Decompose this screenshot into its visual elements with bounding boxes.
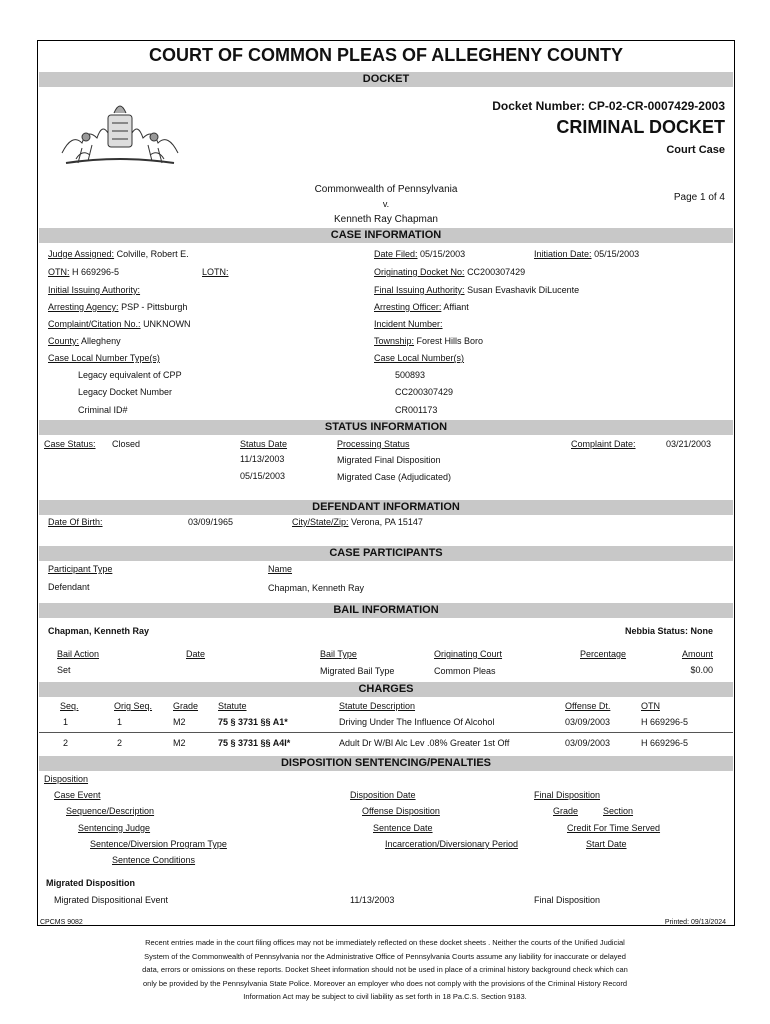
otn-row [48, 267, 119, 277]
final-disposition-label: Final Disposition [534, 790, 601, 800]
start-date-label: Start Date [586, 839, 627, 849]
county-row [48, 336, 121, 346]
final-issuing-value: Susan Evashavik DiLucente [467, 285, 580, 295]
disposition-label: Disposition [44, 774, 89, 784]
date-filed-value: 05/15/2003 [420, 249, 466, 259]
charge-orig: 2 [117, 738, 123, 748]
bail-date-label: Date [186, 649, 206, 659]
incident-label: Incident Number: [374, 319, 443, 329]
disclaimer-line: only be provided by the Pennsylvania State Police. Moreover an employer who does not comply with the provisions of the Criminal History Record [143, 978, 627, 988]
disclaimer-line: Recent entries made in the court filing offices may not be immediately reflected on these docket sheets . Neither the courts of the Unified Judicial [145, 938, 625, 947]
docket-type: CRIMINAL DOCKET [556, 117, 725, 137]
initiation-label: Initiation Date: [534, 249, 592, 259]
migrated-disposition-title: Migrated Disposition [46, 878, 136, 888]
orig-docket-label: Originating Docket No: [374, 267, 465, 277]
orig-docket-row [374, 267, 525, 277]
bail-action-label: Bail Action [57, 649, 100, 659]
credit-label: Credit For Time Served [567, 823, 661, 833]
township-value: Forest Hills Boro [416, 336, 484, 346]
local-types-label: Case Local Number Type(s) [48, 353, 160, 363]
migrated-date: 11/13/2003 [350, 895, 395, 905]
date-filed-label: Date Filed: [374, 249, 418, 259]
local-type: Legacy equivalent of CPP [78, 370, 182, 380]
charges-desc-label: Statute Description [339, 701, 416, 711]
local-number: CR001173 [395, 405, 438, 415]
lotn-label: LOTN: [202, 267, 229, 277]
township-label: Township: [374, 336, 415, 346]
case-event-label: Case Event [54, 790, 101, 800]
printed-date: Printed: 09/13/2024 [664, 919, 726, 926]
city-value: Verona, PA 15147 [351, 517, 423, 527]
case-participants-bar: CASE PARTICIPANTS [39, 546, 733, 561]
docket-frame [37, 40, 735, 926]
charge-desc: Adult Dr W/Bl Alc Lev .08% Greater 1st Off [339, 738, 510, 748]
charges-bar: CHARGES [39, 682, 733, 697]
final-issuing-row [374, 285, 579, 295]
local-number: 500893 [395, 370, 426, 380]
bail-percentage-label: Percentage [580, 649, 627, 659]
complaint-row [48, 319, 191, 329]
processing-status: Migrated Final Disposition [337, 455, 441, 465]
city-row [292, 517, 423, 527]
charges-grade-label: Grade [173, 701, 199, 711]
bail-amount: $0.00 [690, 665, 713, 675]
arresting-officer-value: Affiant [443, 302, 469, 312]
migrated-event: Migrated Dispositional Event [54, 895, 169, 905]
status-date: 11/13/2003 [240, 454, 285, 464]
initial-issuing-label: Initial Issuing Authority: [48, 285, 141, 295]
sentence-date-label: Sentence Date [373, 823, 433, 833]
arresting-officer-label: Arresting Officer: [374, 302, 442, 312]
charge-offense: 03/09/2003 [565, 738, 611, 748]
sentence-conditions-label: Sentence Conditions [112, 855, 196, 865]
disclaimer-line: System of the Commonwealth of Pennsylvania nor the Administrative Office of Pennsylvania Courts assume any liability for inaccurate or delayed [144, 951, 626, 961]
disclaimer [60, 936, 710, 1004]
otn-value: H 669296-5 [72, 267, 120, 277]
judge-row [48, 249, 189, 259]
participant-type-label: Participant Type [48, 564, 113, 574]
charge-otn: H 669296-5 [641, 717, 689, 727]
incarceration-label: Incarceration/Diversionary Period [385, 839, 519, 849]
charge-otn: H 669296-5 [641, 738, 689, 748]
status-date: 05/15/2003 [240, 471, 286, 481]
offense-disposition-label: Offense Disposition [362, 806, 440, 816]
arresting-agency-value: PSP - Pittsburgh [121, 302, 188, 312]
disclaimer-line: data, errors or omissions on these reports. Docket Sheet information should not be used in place of a criminal history background check which can [142, 965, 628, 974]
charges-orig-label: Orig Seq. [114, 701, 153, 711]
bail-action: Set [57, 665, 71, 675]
bail-person: Chapman, Kenneth Ray [48, 626, 150, 636]
sentencing-judge-label: Sentencing Judge [78, 823, 151, 833]
bail-information-bar: BAIL INFORMATION [39, 603, 733, 618]
bail-type-label: Bail Type [320, 649, 357, 659]
charges-otn-label: OTN [641, 701, 660, 711]
page-indicator: Page 1 of 4 [673, 192, 725, 203]
section-label: Section [603, 806, 634, 816]
charge-desc: Driving Under The Influence Of Alcohol [339, 717, 495, 727]
complaint-label: Complaint/Citation No.: [48, 319, 141, 329]
initiation-row [534, 249, 639, 259]
processing-status-label: Processing Status [337, 439, 410, 449]
case-status-row [44, 439, 140, 449]
charge-grade: M2 [173, 738, 186, 748]
sentence-type-label: Sentence/Diversion Program Type [90, 839, 227, 849]
seq-desc-label: Sequence/Description [66, 806, 155, 816]
local-number: CC200307429 [395, 387, 454, 397]
bail-court: Common Pleas [434, 666, 496, 676]
charges-seq-label: Seq. [60, 701, 79, 711]
otn-label: OTN: [48, 267, 70, 277]
defendant-information-bar: DEFENDANT INFORMATION [39, 500, 733, 515]
status-date-label: Status Date [240, 439, 288, 449]
disposition-bar: DISPOSITION SENTENCING/PENALTIES [39, 756, 733, 771]
local-type: Criminal ID# [78, 405, 128, 415]
county-value: Allegheny [81, 336, 121, 346]
pennsylvania-coat-of-arms-icon [52, 93, 188, 175]
migrated-final: Final Disposition [534, 895, 601, 905]
initiation-value: 05/15/2003 [594, 249, 640, 259]
charge-orig: 1 [117, 717, 123, 727]
charge-seq: 1 [63, 717, 69, 727]
caption-v: v. [382, 199, 390, 209]
disclaimer-line: Information Act may be subject to civil liability as set forth in 18 Pa.C.S. Section 9183. [243, 992, 527, 1001]
bail-amount-label: Amount [681, 649, 713, 659]
charge-seq: 2 [63, 738, 69, 748]
county-label: County: [48, 336, 80, 346]
arresting-agency-row [48, 302, 187, 312]
city-label: City/State/Zip: [292, 517, 349, 527]
local-type: Legacy Docket Number [78, 387, 173, 397]
case-status-value: Closed [112, 439, 141, 449]
judge-value: Colville, Robert E. [116, 249, 189, 259]
charges-offense-label: Offense Dt. [565, 701, 611, 711]
dob-value: 03/09/1965 [188, 517, 234, 527]
charge-grade: M2 [173, 717, 186, 727]
township-row [374, 336, 483, 346]
judge-label: Judge Assigned: [48, 249, 115, 259]
date-filed-row [374, 249, 465, 259]
docket-number: Docket Number: CP-02-CR-0007429-2003 [492, 99, 725, 113]
form-number: CPCMS 9082 [40, 919, 83, 926]
bail-type: Migrated Bail Type [320, 666, 395, 676]
case-status-label: Case Status: [44, 439, 96, 449]
final-issuing-label: Final Issuing Authority: [374, 285, 465, 295]
case-information-bar: CASE INFORMATION [39, 228, 733, 243]
dob-label: Date Of Birth: [48, 517, 103, 527]
status-information-bar: STATUS INFORMATION [39, 420, 733, 435]
participant-name: Chapman, Kenneth Ray [268, 583, 365, 593]
grade-label: Grade [553, 806, 579, 816]
caption-line1: Commonwealth of Pennsylvania [314, 184, 458, 195]
charge-statute: 75 § 3731 §§ A4I* [218, 738, 291, 748]
docket-bar: DOCKET [39, 72, 733, 87]
charge-statute: 75 § 3731 §§ A1* [218, 717, 288, 727]
charges-divider [39, 732, 733, 733]
bail-court-label: Originating Court [434, 649, 503, 659]
nebbia-status: Nebbia Status: None [624, 626, 713, 636]
participant-type: Defendant [48, 582, 90, 592]
court-case: Court Case [666, 144, 725, 156]
local-numbers-label: Case Local Number(s) [374, 353, 465, 363]
complaint-date-label: Complaint Date: [571, 439, 636, 449]
complaint-value: UNKNOWN [143, 319, 191, 329]
orig-docket-value: CC200307429 [467, 267, 526, 277]
court-title: COURT OF COMMON PLEAS OF ALLEGHENY COUNTY [148, 45, 623, 65]
disposition-date-label: Disposition Date [350, 790, 416, 800]
complaint-date-value: 03/21/2003 [666, 439, 712, 449]
participant-name-label: Name [268, 564, 293, 574]
arresting-agency-label: Arresting Agency: [48, 302, 119, 312]
caption-line2: Kenneth Ray Chapman [334, 214, 438, 225]
arresting-officer-row [374, 302, 469, 312]
charges-statute-label: Statute [218, 701, 247, 711]
processing-status: Migrated Case (Adjudicated) [337, 472, 452, 482]
charge-offense: 03/09/2003 [565, 717, 611, 727]
